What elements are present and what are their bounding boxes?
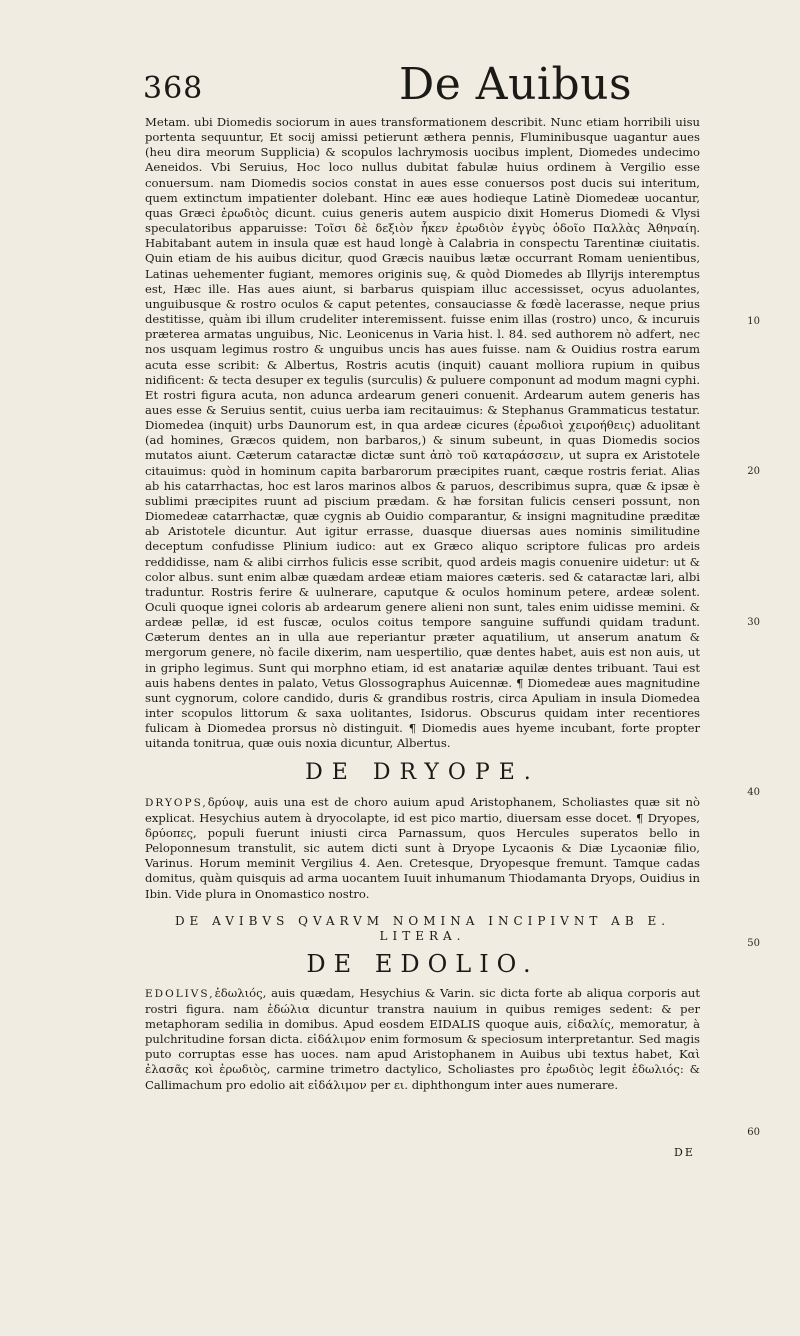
page-number: 368 bbox=[143, 71, 204, 106]
paragraph-edolio bbox=[145, 986, 700, 1093]
margin-line-number-40: 40 bbox=[747, 787, 760, 798]
paragraph-dryope-text: δρύοψ, auis una est de choro auium apud Aristophanem, Scholiastes quæ sit nò explicat. Hesychius autem à dryocolapte, id est pico martio, diuersam esse docet. ¶ Dryopes, δρύοπες, populi fuerunt iniusti circa Parnassum, quos Hercules superatos bello in Peloponnesum transtulit, sic autem dicti sunt à Dryope Lycaonis & Diæ Lycaoniæ filio, Varinus. Horum meminit Vergilius 4. Aen. Cretesque, Dryopesque fremunt. Tamque cadas domitus, quàm quisquis ad arma uocantem Iuuit inhumanum Thiodamanta Dryops, Ouidius in Ibin. Vide plura in Onomastico nostro. bbox=[145, 794, 700, 901]
paragraph-dryope bbox=[145, 795, 700, 902]
lemma-dryops: DRYOPS, bbox=[145, 796, 208, 809]
margin-line-number-60: 60 bbox=[747, 1127, 760, 1138]
catchword: DE bbox=[674, 1146, 695, 1159]
running-title: De Auibus bbox=[399, 59, 633, 110]
margin-line-number-10: 10 bbox=[747, 316, 760, 327]
margin-line-number-30: 30 bbox=[747, 617, 760, 628]
section-heading-dryope: DE DRYOPE. bbox=[305, 759, 540, 785]
section-heading-edolio: DE EDOLIO. bbox=[306, 949, 539, 978]
margin-line-number-20: 20 bbox=[747, 466, 760, 477]
section-subheading-e-letter: DE AVIBVS QVARVM NOMINA INCIPIVNT AB E. LITERA. bbox=[174, 913, 671, 943]
margin-line-number-50: 50 bbox=[747, 938, 760, 949]
page-header bbox=[143, 52, 703, 108]
paragraph-edolio-text: ἐδωλιός, auis quædam, Hesychius & Varin. sic dicta forte ab aliqua corporis aut rostri figura. nam ἑδώλια dicuntur transtra nauium in quibus remiges sedent: & per metaphoram sedilia in domibus. Apud eosdem EIDALIS quoque auis, εἰδαλίς, memoratur, à pulchritudine forsan dicta. εἰδάλιμον enim formosum & speciosum interpretantur. Sed magis puto corruptas esse has uoces. nam apud Aristophanem in Auibus ubi textus habet, Καὶ ἐλασᾶς κοὶ ἐρωδιὸς, carmine trimetro dactylico, Scholiastes pro ἐρωδιὸς legit ἐδωλιός: & Callimachum pro edolio ait εἰδάλιμον per ει. diphthongum inter aues numerare. bbox=[145, 985, 700, 1092]
lemma-edolius: EDOLIVS, bbox=[145, 987, 215, 1000]
paragraph-diomedea: Metam. ubi Diomedis sociorum in aues transformationem describit. Nunc etiam horribili uisu portenta sequuntur, Et socij amissi petierunt æthera pennis, Fluminibusque uagantur aues (heu dira meorum Supplicia) & scopulos lachrymosis uocibus implent, Diomedes undecimo Aeneidos. Vbi Seruius, Hoc loco nullus dubitat fabulæ huius ordinem à Vergilio esse conuersum. nam Diomedis socios constat in aues esse conuersos post ducis sui interitum, quem extinctum impatienter dolebant. Hinc eæ aues hodieque Latinè Diomedeæ uocantur, quas Græci ἐρωδιὸς dicunt. cuius generis autem auspicio dixit Homerus Diomedi & Vlysi speculatoribus apparuisse: Τοῖσι δὲ δεξιὸν ἧκεν ἐρωδιὸν ἐγγὺς ὁδοῖο Παλλὰς Ἀθηναίη. Habitabant autem in insula quæ est haud longè à Calabria in conspectu Tarentinæ ciuitatis. Quin etiam de his auibus dicitur, quod Græcis nauibus lætæ occurrant Romam uenientibus, Latinas uehementer fugiant, memores originis suę, & quòd Diomedes ab Illyrijs interemptus est, Hæc ille. Has aues aiunt, si barbarus quispiam illuc accessisset, ocyus aduolantes, unguibusque & rostro oculos & caput petentes, consauciasse & fœdè lacerasse, neque prius destitisse, quàm ibi illum crudeliter interemissent. fuisse enim illas (rostro) unco, & incuruis præterea armatas unguibus, Nic. Leonicenus in Varia hist. l. 84. sed authorem nò adfert, nec nos usquam legimus rostro & unguibus uncis has aues fuisse. nam & Ouidius rostra earum acuta esse scribit: & Albertus, Rostris acutis (inquit) cauant molliora rupium in quibus nidificent: & tecta desuper ex tegulis (surculis) & puluere componunt ad modum magni cyphi. Et rostri figura acuta, non adunca ardearum generi conuenit. Ardearum autem generis has aues esse & Seruius sentit, cuius uerba iam recitauimus: & Stephanus Grammaticus testatur. Diomedea (inquit) urbs Daunorum est, in qua ardeæ cicures (ἐρωδιοὶ χειροήθεις) aduolitant (ad homines, Græcos quidem, non barbaros,) & sinum subeunt, in quas Diomedis socios mutatos aiunt. Cæterum cataractæ dictæ sunt ἀπὸ τοῦ καταράσσειν, ut supra ex Aristotele citauimus: quòd in hominum capita barbarorum præcipites ruant, cæque rostris feriat. Alias ab his catarrhactas, hoc est laros marinos albos & paruos, describimus supra, quæ & ipsæ è sublimi præcipites ruunt ad piscium prædam. & hæ forsitan fulicis censeri possunt, non Diomedeæ catarrhactæ, quæ cygnis ab Ouidio comparantur, & insigni magnitudine præditæ ab Aristotele dicuntur. Aut igitur errasse, duasque diuersas aues nominis similitudine deceptum confudisse Plinium iudico: aut ex Græco aliquo scriptore fulicas pro ardeis reddidisse, nam & alibi cirrhos fulicis esse scribit, quod ardeis magis conuenire uidetur: ut & color albus. sunt enim albæ quædam ardeæ etiam maiores cæteris. sed & cataractæ lari, albi traduntur. Rostris ferire & uulnerare, caputque & oculos hominum petere, ardeæ solent. Oculi quoque ignei coloris ab ardearum genere alieni non sunt, tales enim uidisse memini. & ardeæ pellæ, id est fuscæ, oculos coitus tempore sanguine suffundi quidam tradunt. Cæterum dentes an in ulla aue reperiantur præter aquatilium, ut anserum anatum & mergorum genere, nò facile dixerim, nam uespertilio, quæ dentes habet, auis est non auis, ut in gripho legimus. Sunt qui morphno etiam, id est anatariæ aquilæ dentes tribuant. Taui est auis habens dentes in palato, Vetus Glossographus Auicennæ. ¶ Diomedeæ aues magnitudine sunt cygnorum, colore candido, duris & grandibus rostris, circa Apuliam in insula Diomedea inter scopulos littorum & saxa uolitantes, Isidorus. Obscurus quidam inter recentiores fulicam à Diomedea prorsus nò distinguit. ¶ Diomedis aues hyeme incubant, forte propter uitanda tonitrua, quæ ouis noxia dicuntur, Albertus. bbox=[145, 115, 700, 751]
main-text-block bbox=[145, 115, 700, 1093]
